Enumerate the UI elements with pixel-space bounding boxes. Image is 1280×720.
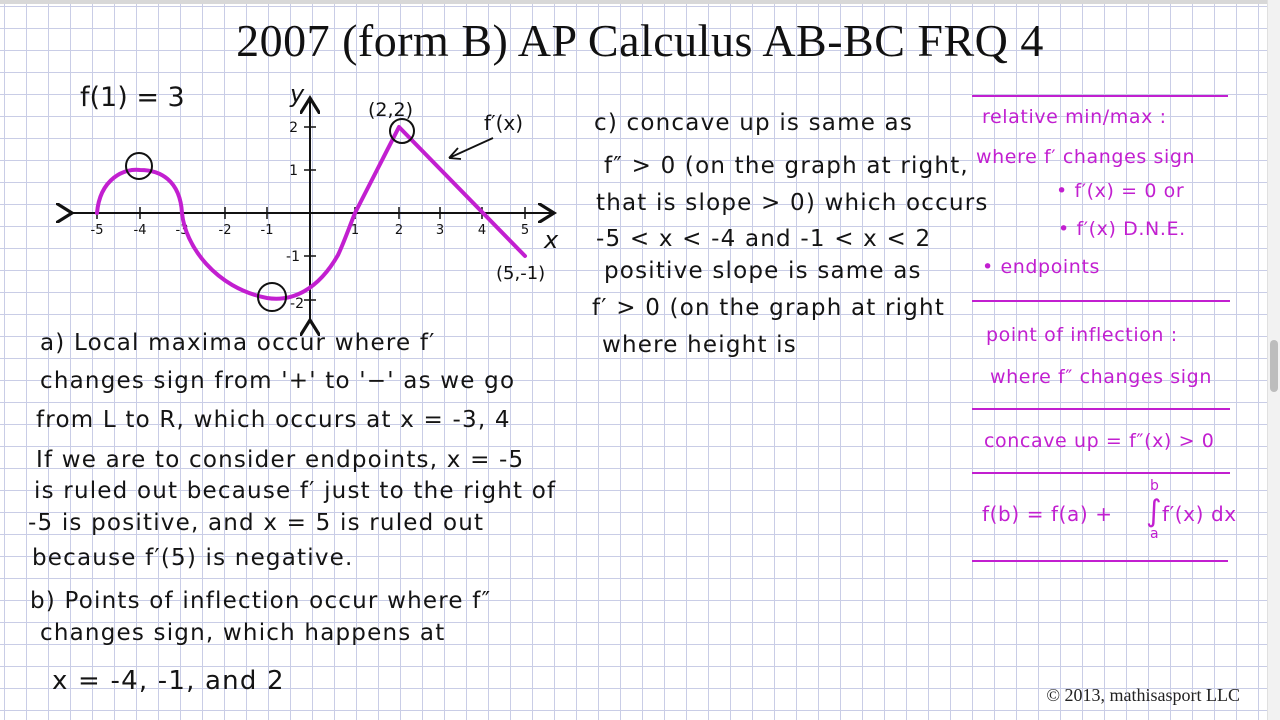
part-c-line-6: f′ > 0 (on the graph at right — [592, 295, 946, 321]
ftc-lower-limit: a — [1150, 526, 1160, 542]
y-axis-label: y — [290, 80, 305, 108]
part-a-line-2: changes sign from '+' to '−' as we go — [40, 368, 516, 394]
peak-point-label: (2,2) — [368, 99, 414, 121]
x-tick-label: 3 — [435, 223, 445, 238]
y-tick-labels — [286, 120, 304, 312]
part-a-line-6: -5 is positive, and x = 5 is ruled out — [28, 510, 485, 536]
part-a-line-4: If we are to consider endpoints, x = -5 — [36, 447, 525, 473]
local-max-circle — [126, 153, 152, 179]
y-tick-label: -2 — [290, 296, 304, 312]
sidebar-rule — [972, 95, 1228, 97]
relative-minmax-rule: where f′ changes sign — [976, 146, 1196, 168]
x-tick-label: -5 — [90, 223, 104, 238]
copyright-footer: © 2013, mathisasport LLC — [1046, 685, 1240, 705]
curve-label-arrow — [449, 138, 493, 159]
part-b-line-2: changes sign, which happens at — [40, 620, 446, 646]
ftc-integrand: f′(x) dx — [1162, 502, 1237, 526]
relative-minmax-bullet-2: • f′(x) D.N.E. — [1058, 218, 1186, 240]
x-tick-label: -4 — [133, 223, 147, 238]
part-c-line-4: -5 < x < -4 and -1 < x < 2 — [596, 226, 932, 252]
relative-minmax-bullet-1: • f′(x) = 0 or — [1056, 180, 1185, 202]
x-tick-label: 1 — [350, 223, 360, 238]
sidebar-rule — [972, 560, 1228, 562]
part-c-line-2: f″ > 0 (on the graph at right, — [604, 153, 969, 179]
y-tick-label: -1 — [286, 249, 300, 265]
sidebar-rule — [972, 472, 1230, 474]
relative-minmax-bullet-3: • endpoints — [982, 256, 1100, 278]
x-tick-label: 2 — [394, 223, 404, 238]
y-tick-label: 1 — [289, 163, 298, 179]
part-c-line-7: where height is — [602, 332, 797, 358]
concave-up-definition: concave up = f″(x) > 0 — [984, 430, 1215, 452]
sidebar-rule — [972, 408, 1230, 410]
x-tick-label: 4 — [477, 223, 487, 238]
inflection-rule: where f″ changes sign — [990, 366, 1212, 388]
y-tick-label: 2 — [289, 120, 298, 136]
relative-minmax-title: relative min/max : — [982, 106, 1167, 128]
part-a-line-3: from L to R, which occurs at x = -3, 4 — [36, 407, 511, 433]
part-b-line-1: b) Points of inflection occur where f″ — [30, 588, 492, 614]
vertical-scrollbar[interactable] — [1267, 0, 1280, 720]
end-point-label: (5,-1) — [496, 263, 546, 284]
ftc-left-side: f(b) = f(a) + — [982, 502, 1113, 526]
part-c-line-3: that is slope > 0) which occurs — [596, 190, 989, 216]
x-tick-label: -3 — [175, 223, 189, 238]
top-window-strip — [0, 0, 1280, 4]
derivative-graph — [0, 60, 600, 360]
x-axis-label: x — [544, 226, 559, 254]
sidebar-rule — [972, 300, 1230, 302]
part-c-line-5: positive slope is same as — [604, 258, 922, 284]
page-title: 2007 (form B) AP Calculus AB-BC FRQ 4 — [236, 15, 1044, 66]
x-tick-label: 5 — [520, 223, 530, 238]
scrollbar-thumb[interactable] — [1270, 340, 1278, 392]
inflection-title: point of inflection : — [986, 324, 1178, 346]
part-b-answer: x = -4, -1, and 2 — [52, 666, 285, 696]
part-a-line-5: is ruled out because f′ just to the right of — [34, 478, 557, 504]
given-value: f(1) = 3 — [80, 82, 185, 113]
x-tick-label: -2 — [218, 223, 232, 238]
part-a-line-7: because f′(5) is negative. — [32, 545, 354, 571]
x-tick-label: -1 — [260, 223, 274, 238]
part-c-line-1: c) concave up is same as — [594, 110, 914, 136]
ftc-upper-limit: b — [1150, 478, 1160, 494]
integral-sign-icon: ∫ — [1146, 494, 1163, 529]
curve-label: f′(x) — [484, 111, 524, 135]
part-a-line-1: a) Local maxima occur where f′ — [40, 330, 436, 356]
